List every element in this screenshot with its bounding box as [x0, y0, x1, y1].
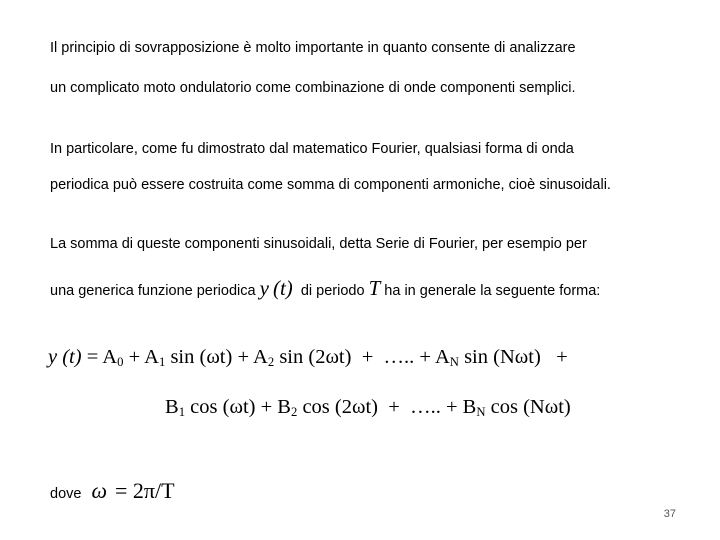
definition-label: dove	[50, 486, 82, 502]
eq-lhs-y: y	[48, 346, 58, 368]
eq-term-b2: $B_2$ cos (2ωt)	[277, 396, 378, 420]
fourier-equation-line-1	[48, 346, 568, 369]
paragraph-3-text-b: di periodo	[300, 283, 365, 299]
eq-plus: +	[361, 346, 374, 368]
eq-term-a0: $A_0$	[102, 346, 124, 370]
eq-plus: +	[388, 396, 400, 418]
eq-equals: =	[86, 346, 99, 368]
paragraph-1-line-2: un complicato moto ondulatorio come combinazione di onde componenti semplici.	[50, 80, 576, 96]
omega-formula: = 2π/T	[115, 478, 175, 503]
eq-term-a2: $A_2$ sin (2ωt)	[253, 346, 352, 370]
eq-term-an: $A_N$ sin (Nωt)	[434, 346, 541, 370]
eq-ellipsis: …..	[383, 346, 415, 368]
eq-plus: +	[128, 346, 141, 368]
eq-plus: +	[419, 346, 431, 368]
paragraph-1-line-1: Il principio di sovrapposizione è molto importante in quanto consente di analizzare	[50, 40, 576, 56]
eq-term-bn: $B_N$ cos (Nωt)	[462, 396, 571, 420]
eq-term-b1: $B_1$ cos (ωt)	[165, 396, 256, 420]
omega-definition	[50, 478, 175, 504]
eq-lhs-arg: (t)	[62, 346, 82, 368]
eq-plus: +	[445, 396, 458, 418]
eq-ellipsis: …..	[410, 396, 441, 418]
paragraph-2-line-2: periodica può essere costruita come somma di componenti armoniche, cioè sinusoidali.	[50, 177, 611, 193]
function-argument: (t)	[272, 276, 293, 300]
paragraph-3-line-2	[50, 276, 600, 303]
paragraph-3-text-c: ha in generale la seguente forma:	[384, 283, 601, 299]
eq-plus: +	[260, 396, 273, 418]
eq-plus: +	[237, 346, 250, 368]
function-y-symbol: y	[259, 276, 269, 300]
fourier-equation-line-2	[165, 396, 571, 419]
omega-symbol: ω	[91, 478, 107, 503]
paragraph-2-line-1: In particolare, come fu dimostrato dal matematico Fourier, qualsiasi forma di onda	[50, 141, 574, 157]
paragraph-3-line-1: La somma di queste componenti sinusoidali, detta Serie di Fourier, per esempio per	[50, 236, 587, 252]
paragraph-3-text-a: una generica funzione periodica	[50, 283, 256, 299]
eq-term-a1: $A_1$ sin (ωt)	[144, 346, 233, 370]
page-number: 37	[663, 508, 676, 520]
period-symbol: T	[368, 276, 381, 300]
eq-plus: +	[556, 346, 568, 368]
